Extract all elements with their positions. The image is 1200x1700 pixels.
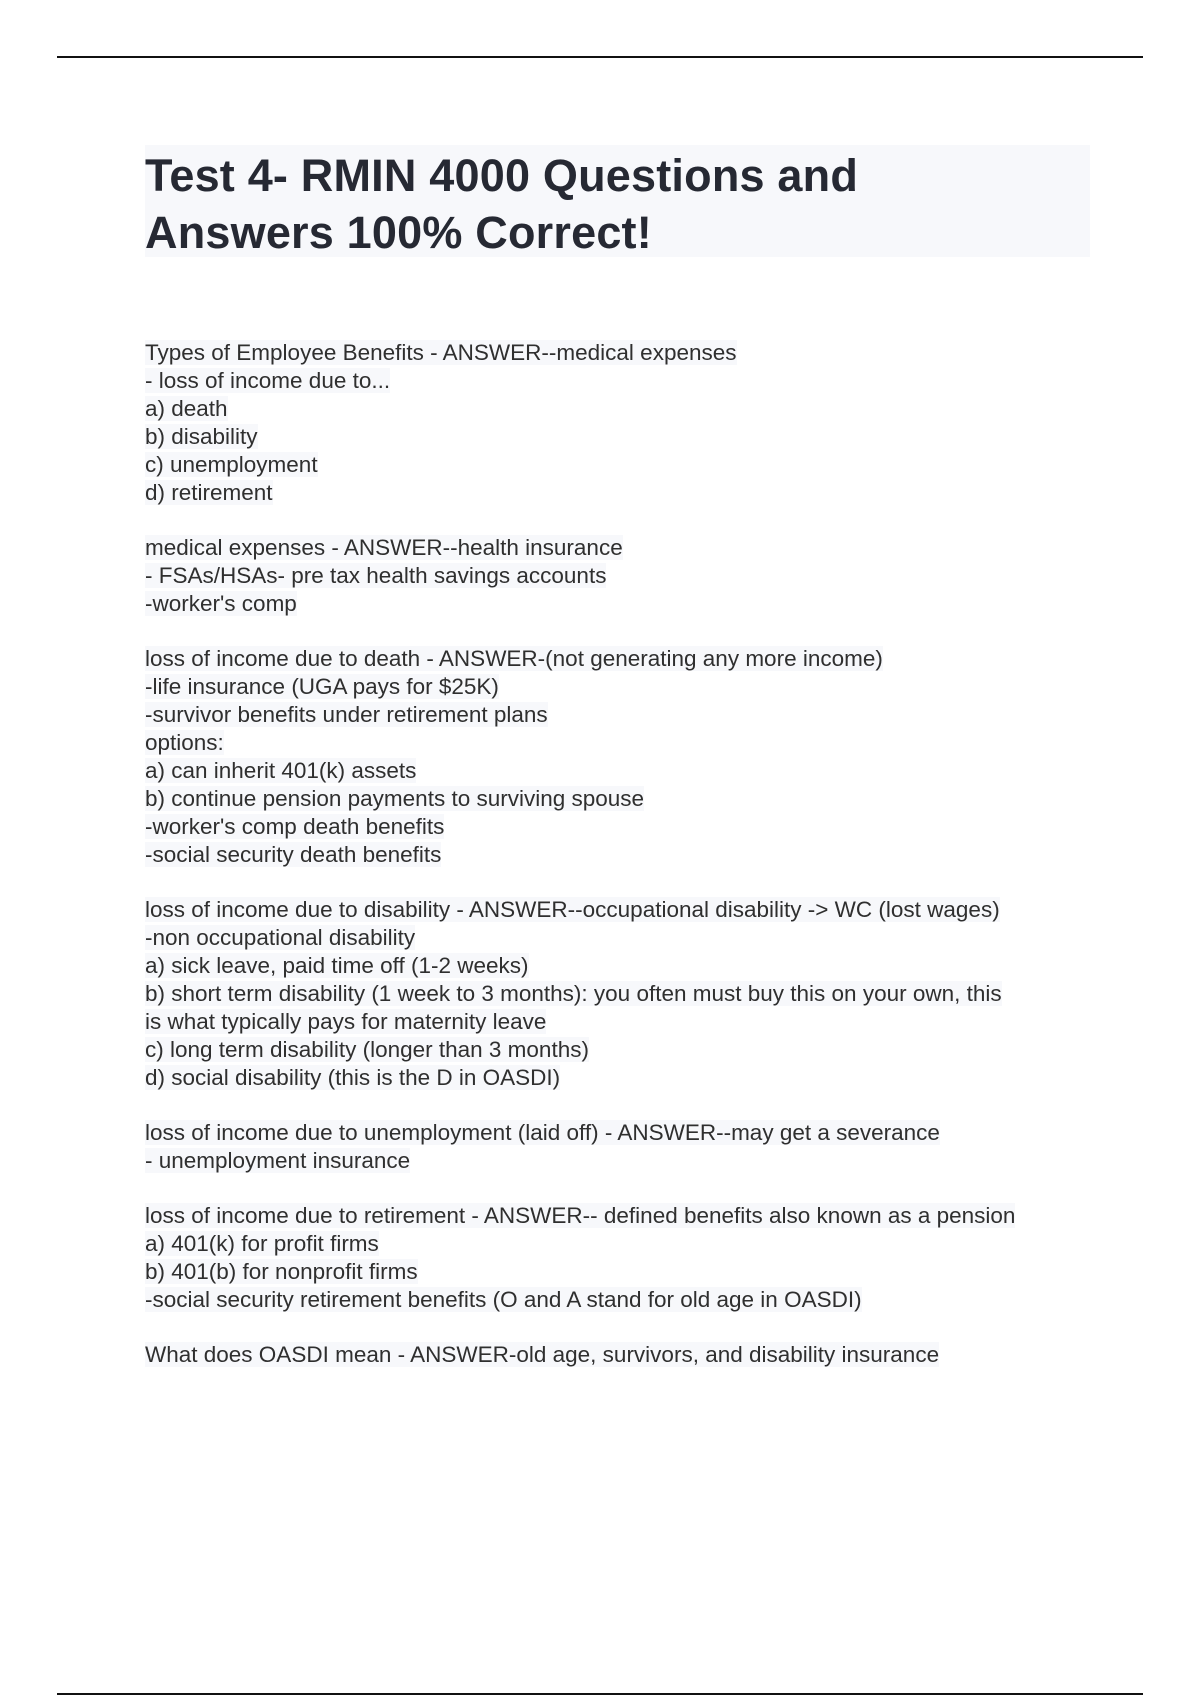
text-line xyxy=(145,841,1105,869)
text-line-text: options: xyxy=(145,730,224,755)
text-line-text: -survivor benefits under retirement plans xyxy=(145,702,548,727)
text-line xyxy=(145,1341,1105,1369)
text-line-text: -non occupational disability xyxy=(145,925,416,950)
text-line xyxy=(145,1036,1105,1064)
text-line xyxy=(145,1008,1105,1036)
text-line xyxy=(145,645,1105,673)
text-line xyxy=(145,1147,1105,1175)
qa-block-employee-benefits xyxy=(145,339,1105,507)
text-line xyxy=(145,1119,1105,1147)
text-line xyxy=(145,562,1105,590)
text-line xyxy=(145,590,1105,618)
text-line xyxy=(145,1230,1105,1258)
text-line-text: a) can inherit 401(k) assets xyxy=(145,758,417,783)
text-line-text: What does OASDI mean - ANSWER-old age, survivors, and disability insurance xyxy=(145,1342,940,1367)
text-line-text: a) sick leave, paid time off (1-2 weeks) xyxy=(145,953,529,978)
text-line xyxy=(145,423,1105,451)
text-line xyxy=(145,729,1105,757)
text-line-text: a) 401(k) for profit firms xyxy=(145,1231,379,1256)
text-line-text: is what typically pays for maternity leave xyxy=(145,1009,547,1034)
text-line-text: c) long term disability (longer than 3 months) xyxy=(145,1037,589,1062)
text-line-text: -life insurance (UGA pays for $25K) xyxy=(145,674,499,699)
text-line-text: c) unemployment xyxy=(145,452,318,477)
text-line xyxy=(145,479,1105,507)
text-line xyxy=(145,896,1105,924)
text-line xyxy=(145,1286,1105,1314)
page-title xyxy=(145,145,1090,261)
text-line-text: -social security death benefits xyxy=(145,842,442,867)
text-line xyxy=(145,757,1105,785)
qa-block-disability xyxy=(145,896,1105,1092)
text-line-text: loss of income due to death - ANSWER-(not generating any more income) xyxy=(145,646,883,671)
text-line xyxy=(145,339,1105,367)
text-line xyxy=(145,367,1105,395)
text-line xyxy=(145,451,1105,479)
qa-block-medical-expenses xyxy=(145,534,1105,618)
page-title-line: Answers 100% Correct! xyxy=(145,207,652,258)
text-line-text: loss of income due to retirement - ANSWER-- defined benefits also known as a pension xyxy=(145,1203,1016,1228)
text-line-text: d) retirement xyxy=(145,480,273,505)
text-line-text: loss of income due to unemployment (laid off) - ANSWER--may get a severance xyxy=(145,1120,940,1145)
qa-block-unemployment xyxy=(145,1119,1105,1175)
text-line-text: medical expenses - ANSWER--health insurance xyxy=(145,535,623,560)
text-line xyxy=(145,1202,1105,1230)
text-line xyxy=(145,701,1105,729)
text-line xyxy=(145,980,1105,1008)
page-title-line: Test 4- RMIN 4000 Questions and xyxy=(145,150,859,201)
text-line-text: -worker's comp xyxy=(145,591,297,616)
text-line-text: Types of Employee Benefits - ANSWER--medical expenses xyxy=(145,340,737,365)
text-line-text: b) short term disability (1 week to 3 months): you often must buy this on your own, this xyxy=(145,981,1002,1006)
text-line xyxy=(145,1258,1105,1286)
qa-block-death xyxy=(145,645,1105,869)
text-line-text: d) social disability (this is the D in OASDI) xyxy=(145,1065,561,1090)
text-line-text: -social security retirement benefits (O and A stand for old age in OASDI) xyxy=(145,1287,862,1312)
text-line xyxy=(145,924,1105,952)
qa-block-oasdi xyxy=(145,1341,1105,1369)
text-line xyxy=(145,395,1105,423)
top-rule xyxy=(57,56,1143,58)
text-line-text: - loss of income due to... xyxy=(145,368,391,393)
text-line-text: a) death xyxy=(145,396,228,421)
text-line xyxy=(145,1064,1105,1092)
text-line xyxy=(145,673,1105,701)
text-line-text: - FSAs/HSAs- pre tax health savings accounts xyxy=(145,563,607,588)
text-line xyxy=(145,785,1105,813)
text-line-text: b) continue pension payments to surviving spouse xyxy=(145,786,645,811)
text-line-text: b) disability xyxy=(145,424,258,449)
qa-content xyxy=(145,339,1105,1396)
text-line-text: - unemployment insurance xyxy=(145,1148,411,1173)
text-line xyxy=(145,813,1105,841)
bottom-rule xyxy=(57,1693,1143,1695)
qa-block-retirement xyxy=(145,1202,1105,1314)
text-line-text: loss of income due to disability - ANSWER--occupational disability -> WC (lost wages) xyxy=(145,897,1000,922)
text-line xyxy=(145,534,1105,562)
title-block xyxy=(145,145,1090,257)
text-line-text: -worker's comp death benefits xyxy=(145,814,445,839)
text-line xyxy=(145,952,1105,980)
text-line-text: b) 401(b) for nonprofit firms xyxy=(145,1259,418,1284)
